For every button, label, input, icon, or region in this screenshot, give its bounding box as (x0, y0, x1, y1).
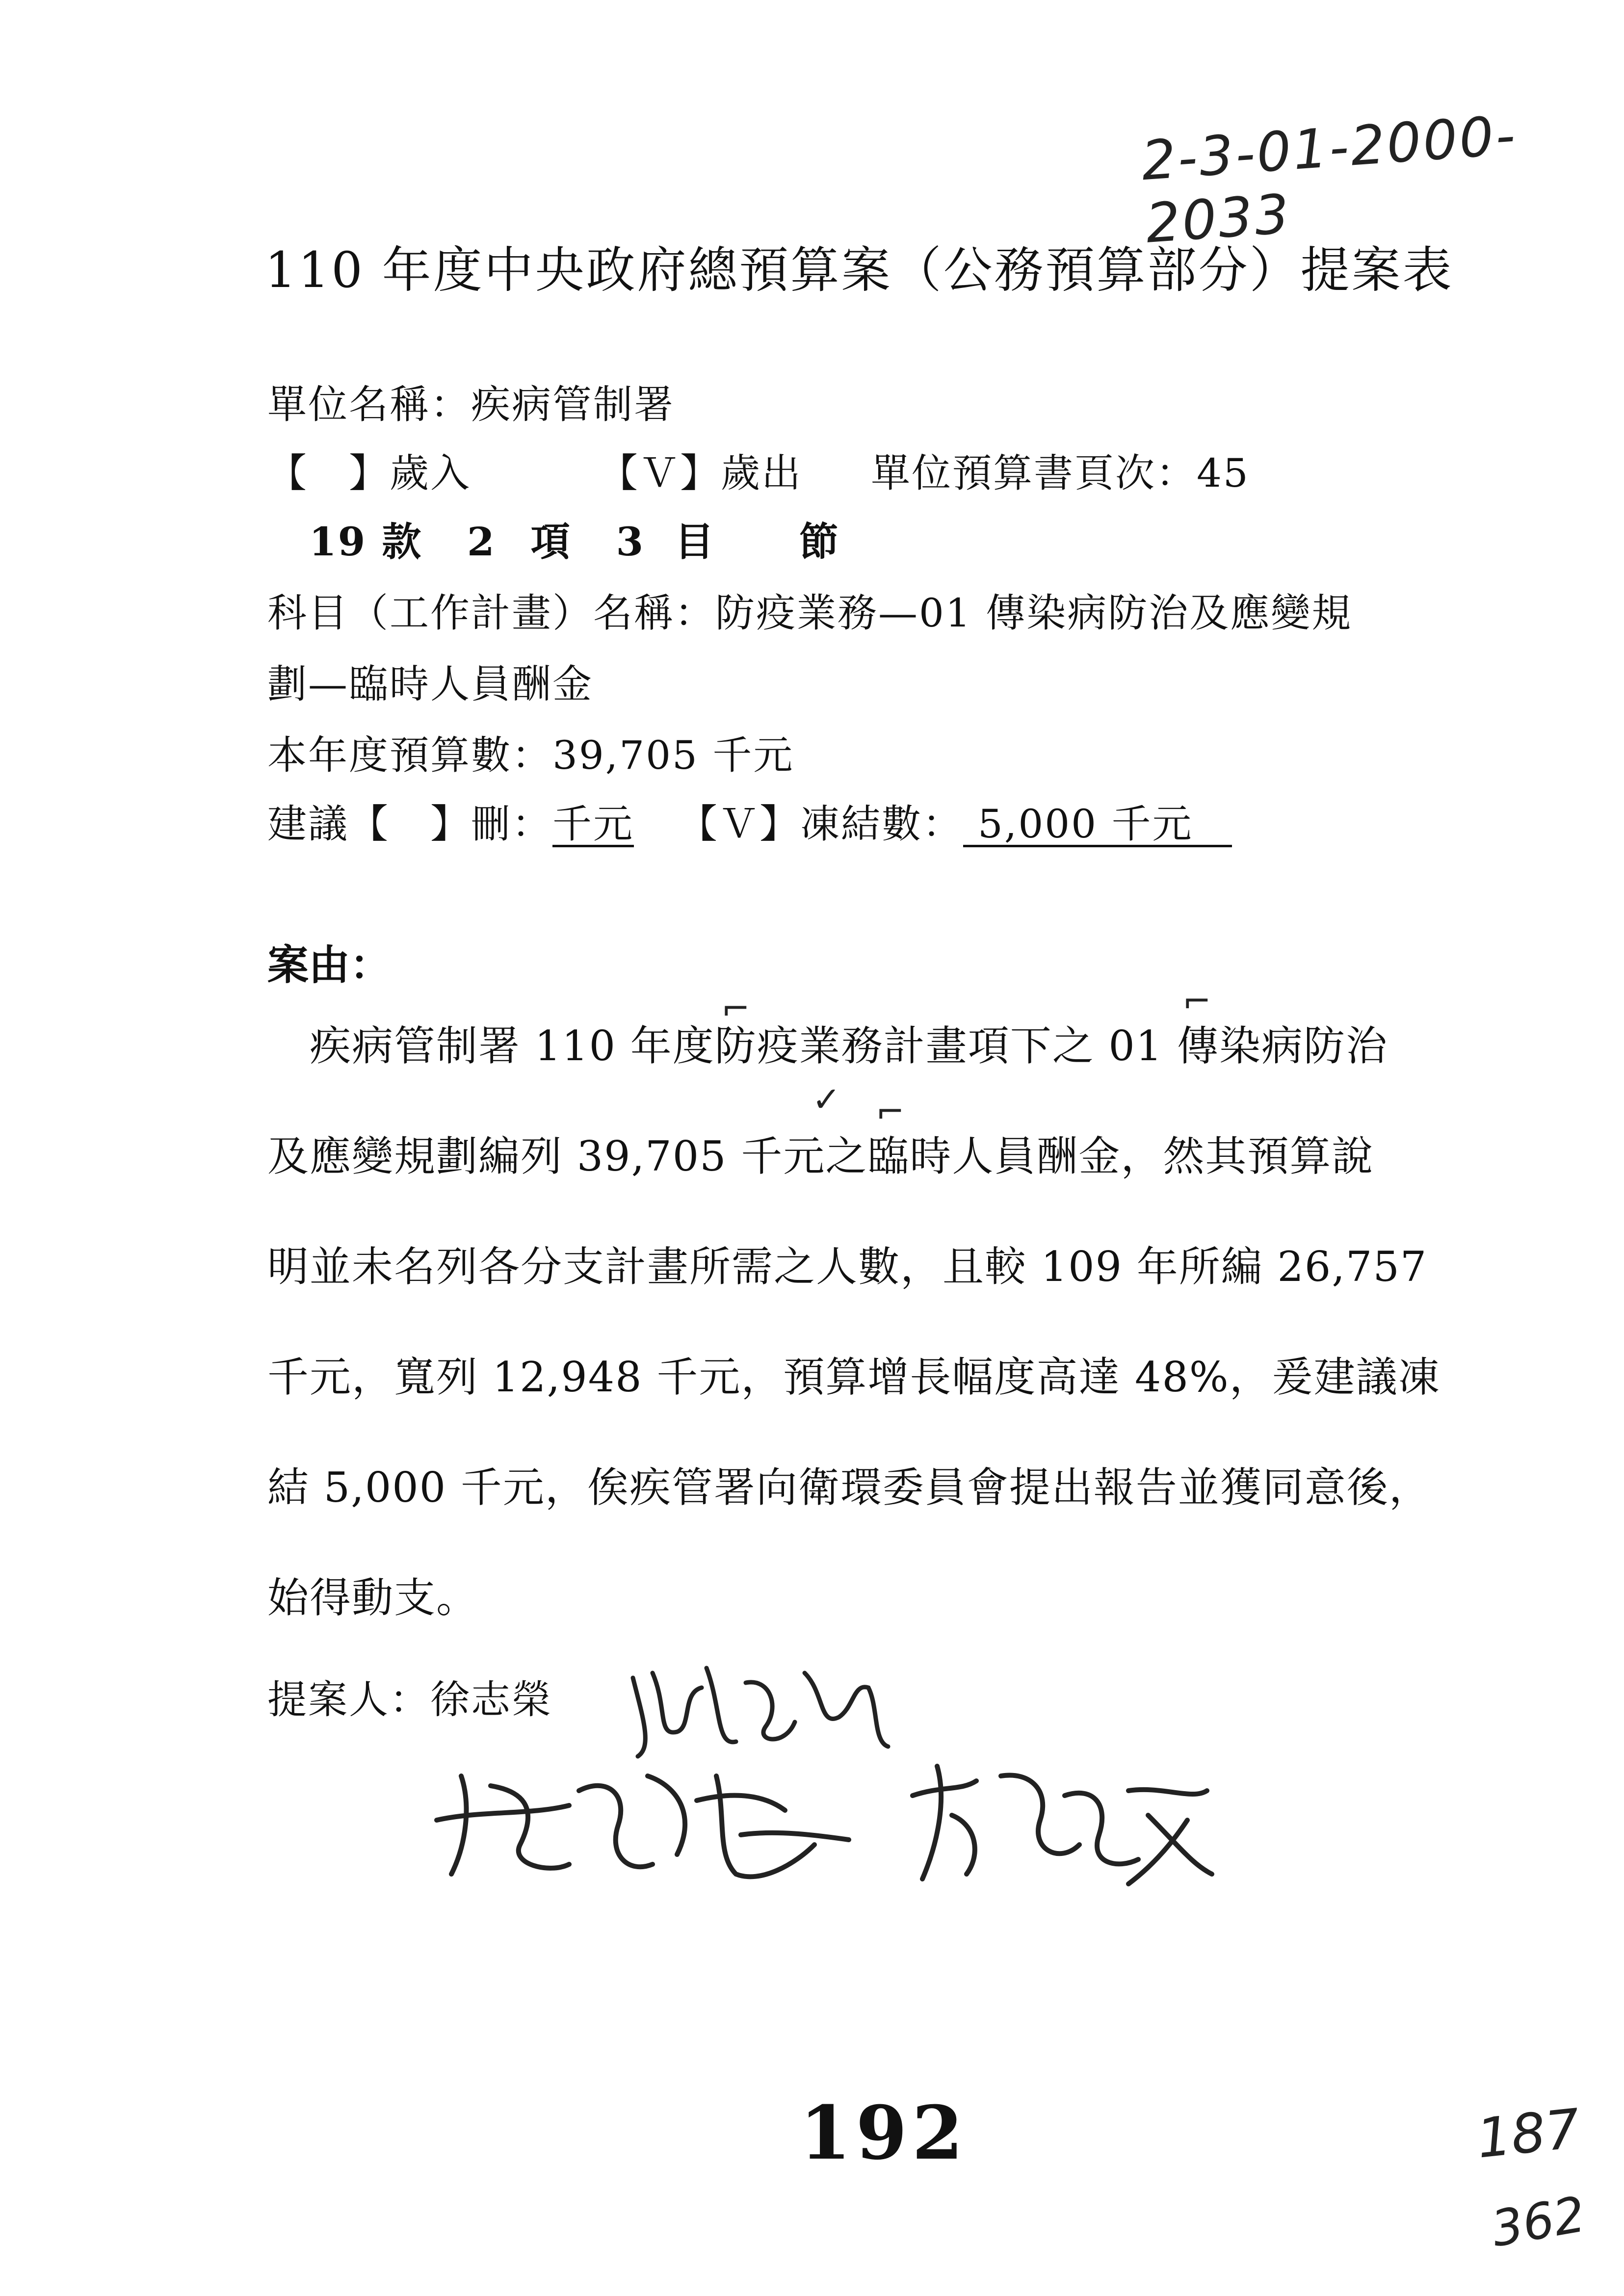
mu-number: 3 (616, 519, 645, 565)
unit-label: 單位名稱： (267, 382, 471, 427)
proposer-name: 徐志榮 (430, 1677, 552, 1722)
mu-label: 目 (674, 519, 715, 565)
reason-line-1: 疾病管制署 110 年度防疫業務計畫項下之 01 傳染病防治 (267, 1022, 1388, 1070)
proposer-label: 提案人： (267, 1677, 430, 1722)
delete-checkbox: 【 】 (349, 801, 471, 847)
proposer-row (267, 1668, 552, 1724)
freeze-label: 凍結數： (800, 801, 963, 847)
xiang-number: 2 (467, 519, 496, 565)
unit-value: 疾病管制署 (471, 382, 675, 427)
freeze-value: 5,000 千元 (963, 804, 1232, 847)
signature-2 (422, 1747, 864, 1894)
handwritten-margin-number: 187 (1473, 2097, 1583, 2170)
type-row (267, 442, 1250, 498)
edit-corner-mark: ⌐ (876, 1092, 905, 1132)
unit-row (267, 373, 675, 429)
reason-label: 案由： (267, 940, 392, 989)
expense-checkbox: 【Ｖ】 (599, 450, 721, 496)
income-label: 歲入 (390, 450, 471, 496)
reason-line-2: 及應變規劃編列 39,705 千元之臨時人員酬金，然其預算說 (267, 1132, 1374, 1180)
kuan-number: 19 (309, 519, 367, 565)
handwritten-reference-code: 2-3-01-2000-2033 (1139, 104, 1519, 255)
suggestion-prefix: 建議 (267, 801, 349, 847)
reason-line-5: 結 5,000 千元，俟疾管署向衛環委員會提出報告並獲同意後， (267, 1463, 1431, 1512)
expense-label: 歲出 (721, 450, 802, 496)
jie-label: 節 (799, 519, 840, 565)
edit-check-mark: ✓ (812, 1079, 841, 1120)
reason-line-3: 明並未名列各分支計畫所需之人數，且較 109 年所編 26,757 (267, 1243, 1428, 1291)
delete-label: 刪： (471, 801, 552, 847)
signature-3 (903, 1747, 1217, 1894)
income-checkbox: 【 】 (267, 450, 390, 496)
delete-value: 千元 (552, 801, 634, 847)
subject-line-1: 科目（工作計畫）名稱：防疫業務—01 傳染病防治及應變規 (267, 590, 1353, 636)
reason-line-6: 始得動支。 (267, 1574, 479, 1622)
item-row (309, 510, 840, 567)
suggestion-row (267, 792, 1232, 849)
subject-line-2: 劃—臨時人員酬金 (267, 661, 593, 707)
freeze-checkbox: 【Ｖ】 (678, 801, 800, 847)
page-ref-value: 45 (1197, 450, 1250, 496)
page-title: 110 年度中央政府總預算案（公務預算部分）提案表 (265, 241, 1454, 299)
xiang-label: 項 (530, 519, 572, 565)
budget-label: 本年度預算數： (267, 732, 552, 778)
budget-value: 39,705 千元 (552, 732, 794, 778)
handwritten-margin-number: 362 (1487, 2185, 1590, 2258)
edit-corner-mark: ⌐ (721, 989, 750, 1029)
reason-line-4: 千元，寬列 12,948 千元，預算增長幅度高達 48%，爰建議凍 (267, 1353, 1441, 1401)
page-ref-label: 單位預算書頁次： (871, 450, 1197, 496)
page-number: 192 (800, 2090, 969, 2176)
kuan-label: 款 (382, 519, 423, 565)
edit-corner-mark: ⌐ (1182, 981, 1211, 1021)
budget-row (267, 724, 794, 780)
